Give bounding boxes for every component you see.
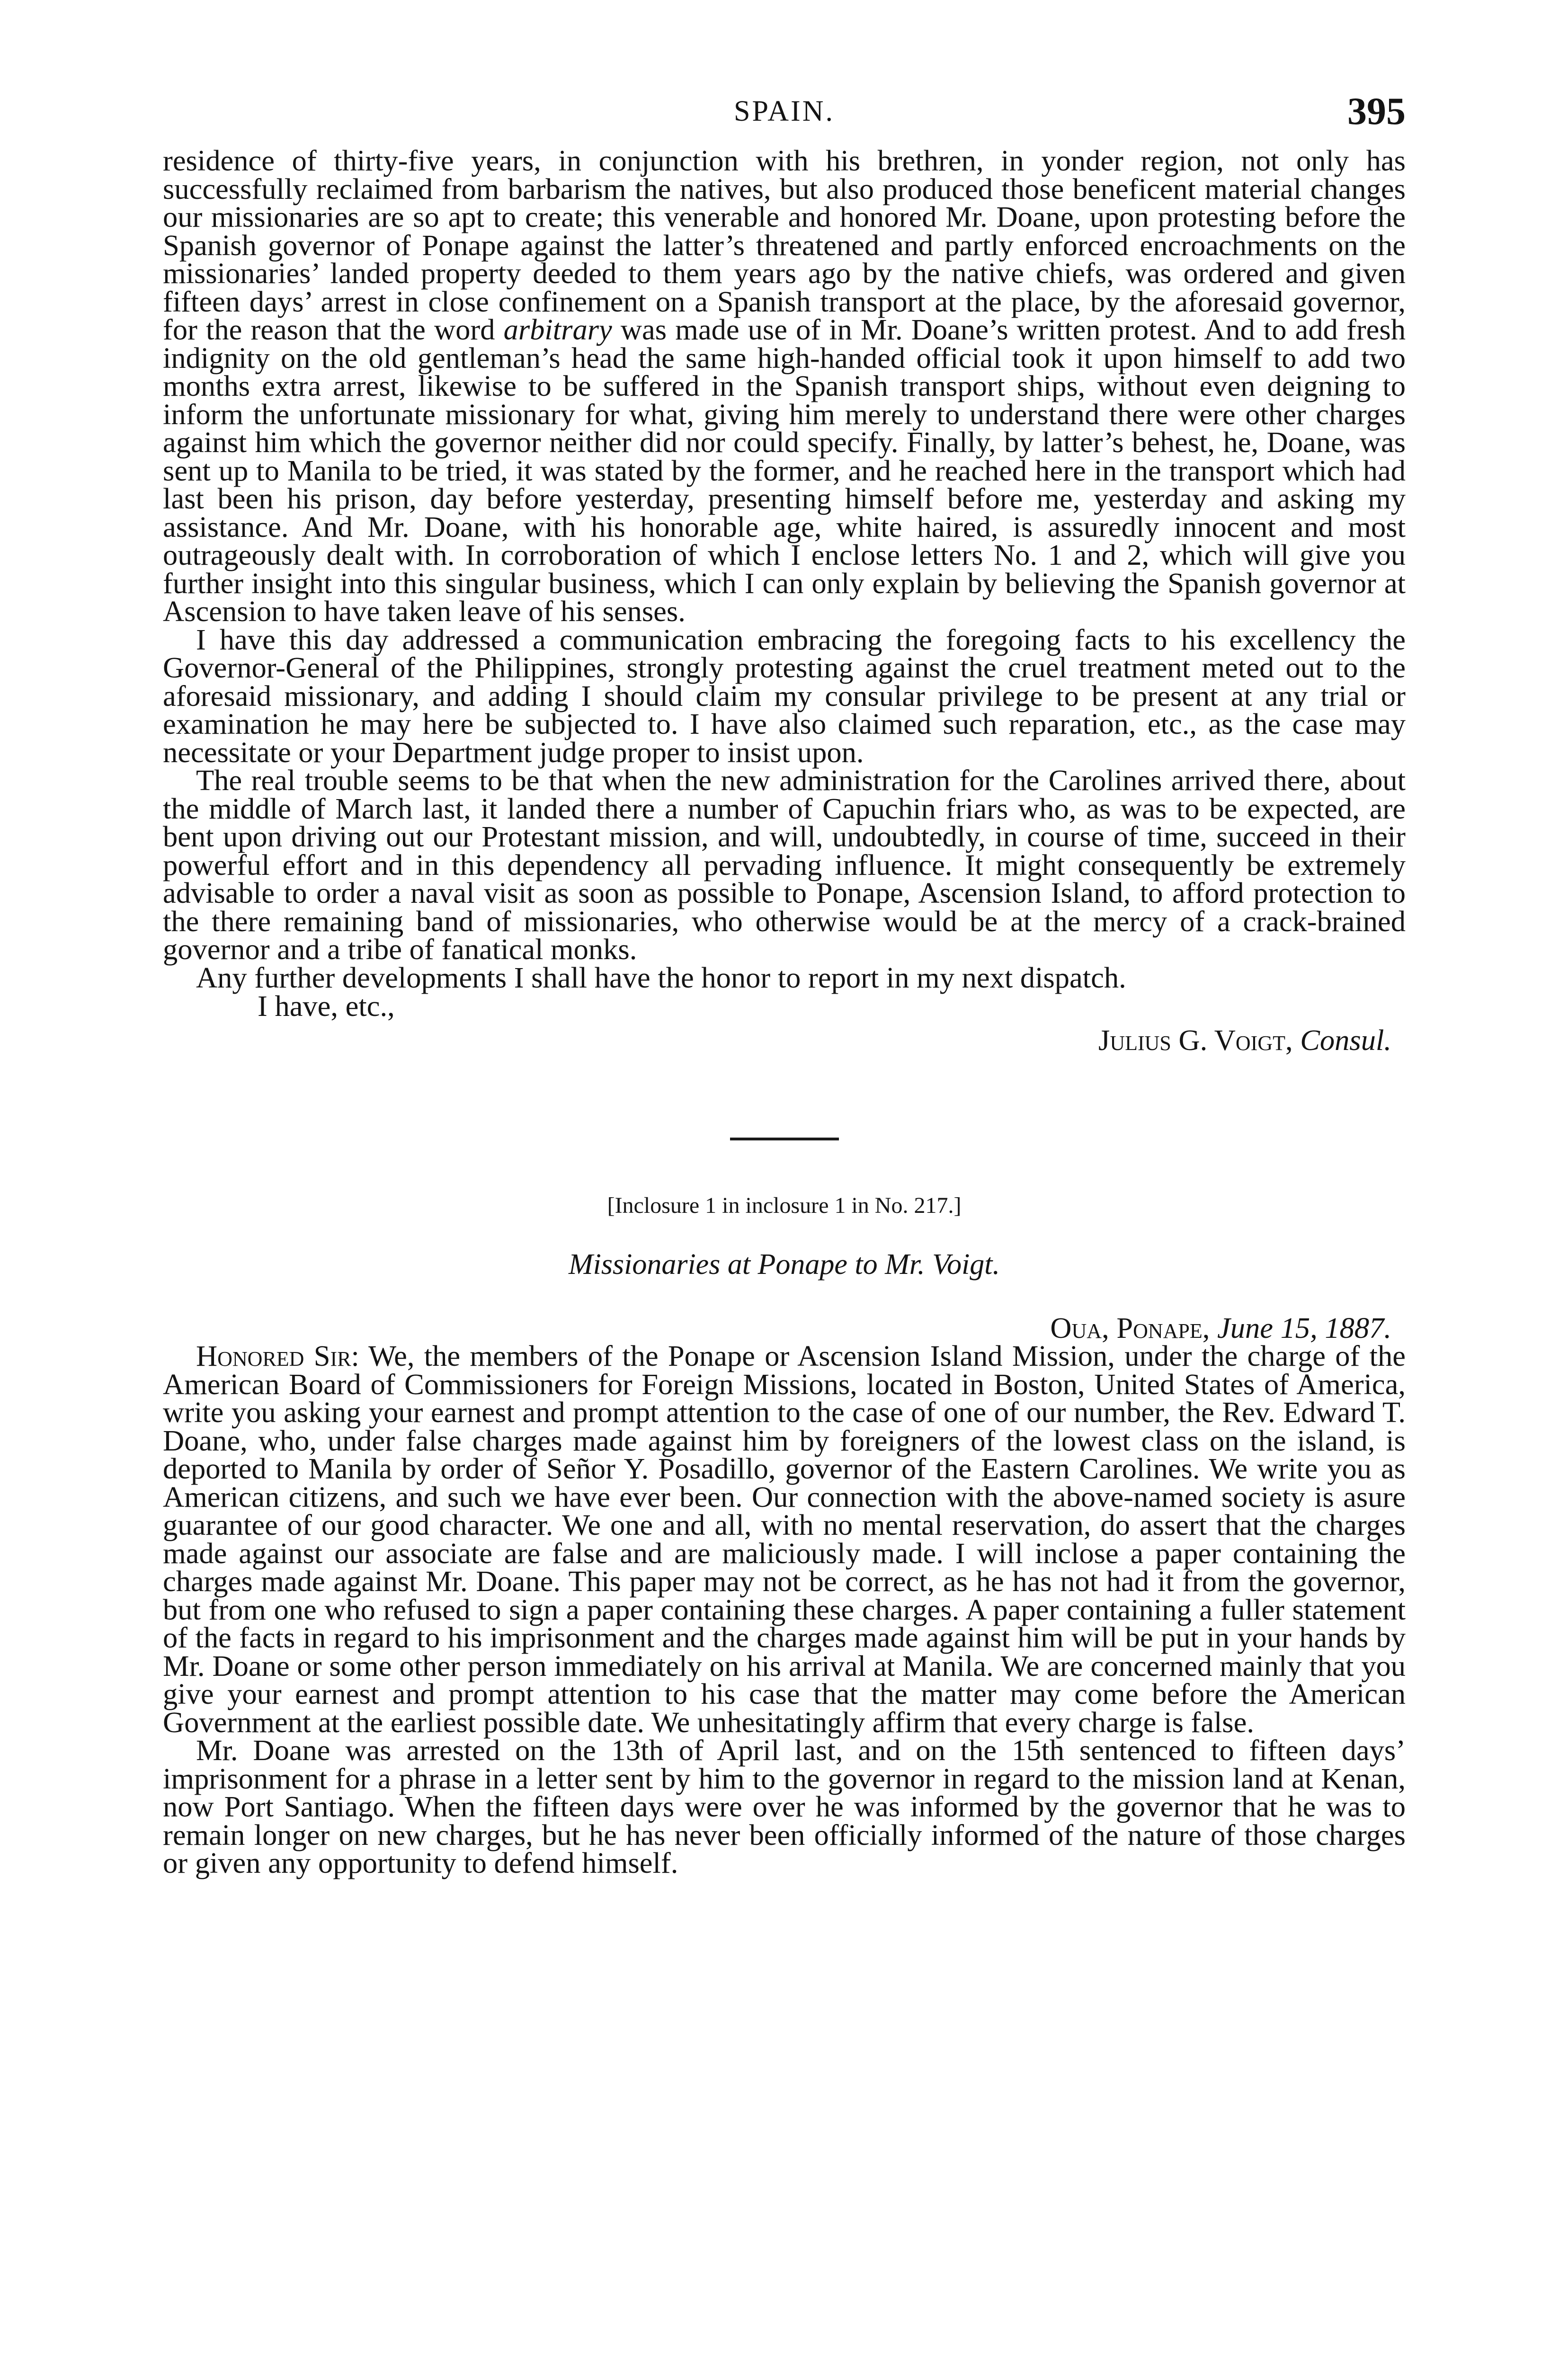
inclosure-title: Missionaries at Ponape to Mr. Voigt. — [568, 1248, 1000, 1281]
inclosure-label: [Inclosure 1 in inclosure 1 in No. 217.] — [607, 1193, 962, 1218]
signature-line: Julius G. Voigt, Consul. — [1098, 1023, 1391, 1057]
missionaries-letter-paragraph: Mr. Doane was arrested on the 13th of April last, and on the 15th sentenced to fifteen days’ imprisonment for a phrase in a letter sent by him to the governor in regard to the mission land at Kenan, now Port Santiago. When the fifteen days were over he was informed by the governor that he was to remain longer on new charges, but he has never been officially informed of the nature of those charges or given any opportunity to defend himself. — [163, 1734, 1406, 1879]
consul-letter-paragraph: I have this day addressed a communication embracing the foregoing facts to his excellency the Governor-General of the Philippines, strongly protesting against the cruel treatment meted out to the aforesaid missionary, and adding I should claim my consular privilege to be present at any trial or examination he may here be subjected to. I have also claimed such reparation, etc., as the case may necessitate or your Department judge proper to insist upon. — [163, 623, 1406, 769]
consul-letter-body — [163, 144, 1406, 994]
dateline-date: June 15, 1887. — [1217, 1311, 1391, 1344]
consul-letter-paragraph: The real trouble seems to be that when the new administration for the Carolines arrived there, about the middle of March last, it landed there a number of Capuchin friars who, as was to be expected, are bent upon driving out our Protestant mission, and will, undoubtedly, in course of time, succeed in their powerful effort and in this dependency all pervading influence. It might consequently be extremely advisable to order a naval visit as soon as possible to Ponape, Ascension Island, to afford protection to the there remaining band of missionaries, who otherwise would be at the mercy of a crack-brained governor and a tribe of fanatical monks. — [163, 764, 1406, 966]
paragraph-text: was made use of in Mr. Doane’s written protest. And to add fresh indignity on the old gentleman’s head the same high-handed official took it upon himself to add two months extra arrest, likewise to be suffered in the Spanish transport ships, without even deigning to inform the unfortunate missionary for what, giving him merely to understand there were other charges against him which the governor neither did nor could specify. Finally, by latter’s behest, he, Doane, was sent up to Manila to be tried, it was stated by the former, and he reached here in the transport which had last been his prison, day before yesterday, presenting himself before me, yesterday and asking my assistance. And Mr. Doane, with his honorable age, white haired, is assuredly innocent and most outrageously dealt with. In corroboration of which I enclose letters No. 1 and 2, which will give you further insight into this singular business, which I can only explain by believing the Spanish governor at Ascension to have taken leave of his senses. — [163, 313, 1406, 628]
dateline — [163, 1311, 1406, 1344]
emphasized-word: arbitrary — [503, 313, 612, 346]
consul-letter-paragraph: Any further developments I shall have the honor to report in my next dispatch. — [196, 961, 1126, 994]
signature-title: Consul. — [1300, 1023, 1391, 1057]
salutation: Honored Sir: — [196, 1339, 359, 1372]
paragraph-text: residence of thirty-five years, in conjunction with his brethren, in yonder region, not only has successfully reclaimed from barbarism the natives, but also produced those beneficent material changes our missionaries are so apt to create; this venerable and honored Mr. Doane, upon protesting before the Spanish governor of Ponape against the latter’s threatened and partly enforced encroachments on the missionaries’ landed property deeded to them years ago by the native chiefs, was ordered and given fifteen days’ arrest in close confinement on a Spanish transport at the place, by the aforesaid governor, for the reason that the word — [163, 144, 1406, 346]
letter-closing: I have, etc., — [258, 989, 395, 1023]
consul-letter-paragraph — [163, 144, 1406, 628]
page-number: 395 — [1347, 89, 1406, 133]
paragraph-text: We, the members of the Ponape or Ascension Island Mission, under the charge of the American Board of Commissioners for Foreign Missions, located in Boston, United States of America, write you asking your earnest and prompt attention to the case of one of our number, the Rev. Edward T. Doane, who, under false charges made against him by foreigners of the lowest class on the island, is deported to Manila by order of Señor Y. Posadillo, governor of the Eastern Carolines. We write you as American citizens, and such we have ever been. Our connection with the above-named society is asure guarantee of our good character. We one and all, with no mental reservation, do assert that the charges made against our associate are false and are maliciously made. I will inclose a paper containing the charges made against Mr. Doane. This paper may not be correct, as he has not had it from the governor, but from one who refused to sign a paper containing these charges. A paper containing a fuller statement of the facts in regard to his imprisonment and the charges made against him will be put in your hands by Mr. Doane or some other person immediately on his arrival at Manila. We are concerned mainly that you give your earnest and prompt attention to his case that the matter may come before the American Government at the earliest possible date. We unhesitatingly affirm that every charge is false. — [163, 1339, 1406, 1739]
signature-name: Julius G. Voigt — [1098, 1023, 1285, 1057]
missionaries-letter-paragraph — [163, 1339, 1406, 1739]
running-title: SPAIN. — [734, 95, 835, 127]
missionaries-letter-body — [163, 1339, 1406, 1879]
section-divider — [730, 1138, 839, 1140]
dateline-place: Oua, Ponape, — [1050, 1311, 1210, 1344]
running-head — [163, 89, 1406, 147]
document-page — [163, 89, 1406, 1879]
